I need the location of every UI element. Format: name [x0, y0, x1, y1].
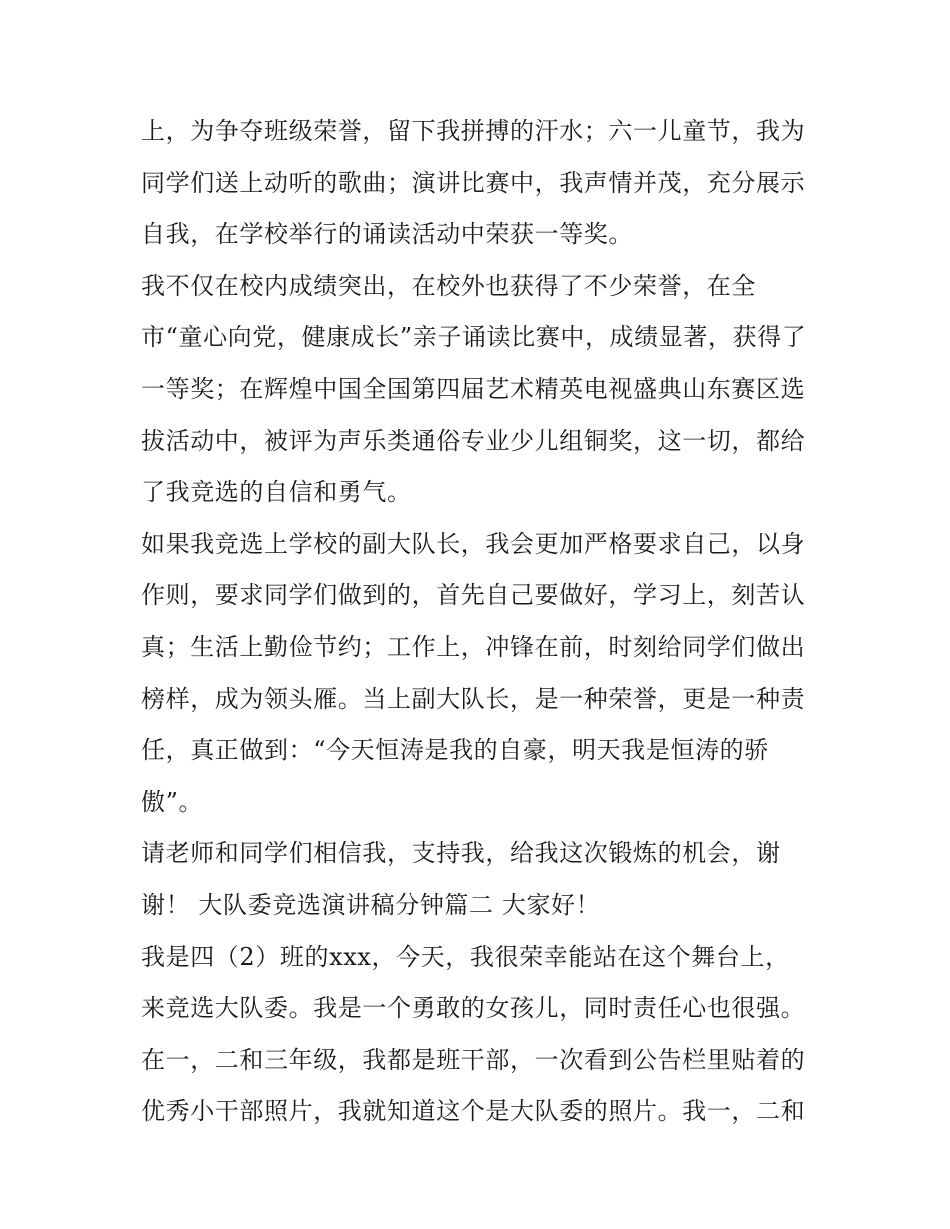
body-text: [141, 106, 821, 1138]
text-line: 我不仅在校内成绩突出，在校外也获得了不少荣誉，在全: [141, 271, 756, 300]
text-line: 作则，要求同学们做到的，首先自己要做好，学习上，刻苦认: [141, 581, 806, 610]
text-line: 榜样，成为领头雁。当上副大队长，是一种荣誉，更是一种责: [141, 684, 806, 713]
text-line: 优秀小干部照片，我就知道这个是大队委的照片。我一，二和: [141, 1097, 806, 1126]
text-line: 请老师和同学们相信我，支持我，给我这次锻炼的机会，谢: [141, 839, 781, 868]
text-line: 上，为争夺班级荣誉，留下我拼搏的汗水；六一儿童节，我为: [141, 117, 806, 145]
text-line: 一等奖；在辉煌中国全国第四届艺术精英电视盛典山东赛区选: [141, 374, 806, 403]
text-line: 真；生活上勤俭节约；工作上，冲锋在前，时刻给同学们做出: [141, 632, 806, 661]
text-line: 来竞选大队委。我是一个勇敢的女孩儿，同时责任心也很强。: [141, 994, 806, 1023]
text-line: 在一，二和三年级，我都是班干部，一次看到公告栏里贴着的: [141, 1045, 806, 1074]
text-line: 傲”。: [141, 787, 204, 816]
text-line: 谢！ 大队委竞选演讲稿分钟篇二 大家好！: [141, 890, 601, 919]
text-line: 了我竞选的自信和勇气。: [141, 478, 412, 507]
text-line: 如果我竞选上学校的副大队长，我会更加严格要求自己，以身: [141, 529, 806, 558]
text-line: 拔活动中，被评为声乐类通俗专业少儿组铜奖，这一切，都给: [141, 426, 806, 455]
text-line: 我是四（2）班的xxx，今天，我很荣幸能站在这个舞台上，: [141, 942, 790, 971]
text-line: 市“童心向党，健康成长”亲子诵读比赛中，成绩显著，获得了: [141, 323, 807, 352]
text-line: 自我，在学校举行的诵读活动中荣获一等奖。: [141, 220, 633, 249]
text-line: 同学们送上动听的歌曲；演讲比赛中，我声情并茂，充分展示: [141, 168, 806, 197]
text-line: 任，真正做到：“今天恒涛是我的自豪，明天我是恒涛的骄: [141, 736, 769, 765]
